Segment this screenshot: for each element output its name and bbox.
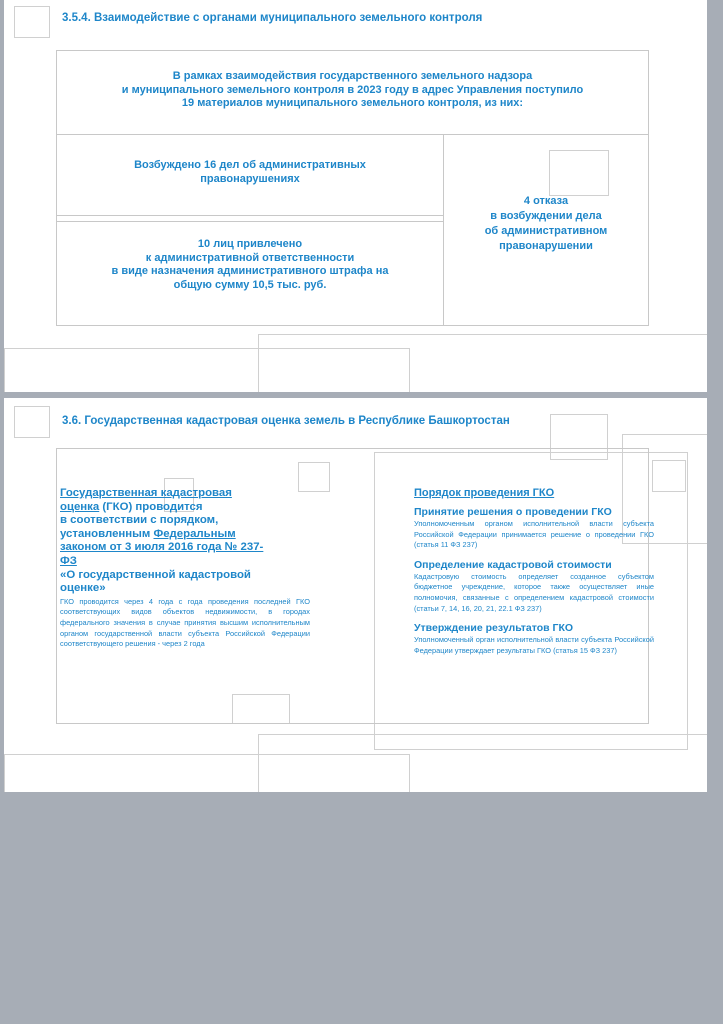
gko-definition: Государственная кадастровая оценка (ГКО) проводится в соответствии с порядком, установленным Федеральным законом от 3 июля 2016 года № 237- ФЗ «О государственной кадастровой оценке» ГКО проводится через 4 года с года проведения последней ГКО соответствующих видов объектов недвижимости, в городах федерального значения в случае принятия высшим исполнительным органом государственной власти субъекта Российской Федерации соответствующего решения - через 2 года [60, 487, 310, 649]
intro-text: В рамках взаимодействия государственного земельного надзора и муниципального земельного контроля в 2023 году в адрес Управления поступило 19 материалов муниципального земельного контроля, из них: [121, 70, 584, 109]
federal-law-link[interactable]: Федеральным [153, 527, 236, 540]
step-decision-text: Уполномоченным органом исполнительной власти субъекта Российской Федерации принимается решение о проведении ГКО (статья 11 ФЗ 237) [414, 519, 654, 550]
step-approval-title: Утверждение результатов ГКО [414, 622, 574, 635]
gko-frequency-text: ГКО проводится через 4 года с года проведения последней ГКО соответствующих видов объектов недвижимости, в городах федерального значения в случае принятия высшим исполнительным органом государственной власти субъекта Российской Федерации соответствующего решения - через 2 года [60, 596, 310, 649]
federal-law-link-line2[interactable]: законом от 3 июля 2016 года № 237- [60, 541, 264, 554]
slide-title: 3.5.4. Взаимодействие с органами муниципального земельного контроля [62, 12, 483, 24]
persons-text: 10 лиц привлечено к административной ответственности в виде назначения административного штрафа на общую сумму 10,5 тыс. руб. [111, 238, 389, 291]
step-determination-text: Кадастровую стоимость определяет созданное субъектом бюджетное учреждение, которое также осуществляет иные полномочия, связанные с определением кадастровой стоимости (статьи 7, 14, 16, 20, 21, 22.1 ФЗ 237) [414, 571, 654, 613]
gko-procedure [414, 487, 654, 656]
step-decision-title: Принятие решения о проведении ГКО [414, 506, 612, 518]
slide-municipal-control [4, 0, 707, 392]
step-approval-text: Уполномоченный орган исполнительной власти субъекта Российской Федерации утверждает результаты ГКО (статья 15 ФЗ 237) [414, 635, 654, 655]
cell-decoration [549, 150, 609, 196]
slide-title: 3.6. Государственная кадастровая оценка земель в Республике Башкортостан [62, 415, 510, 427]
corner-decoration [14, 6, 50, 38]
deco-box [4, 754, 410, 792]
bottom-decoration-2 [4, 348, 410, 392]
gko-link-line1[interactable]: Государственная кадастровая [60, 487, 232, 499]
federal-law-link-line3[interactable]: ФЗ [60, 554, 77, 567]
gko-link-line2[interactable]: оценка [60, 500, 100, 513]
corner-decoration [14, 406, 50, 438]
refusals-text: 4 отказа в возбуждении дела об административном правонарушении [484, 195, 608, 252]
step-determination-title: Определение кадастровой стоимости [414, 558, 612, 571]
procedure-heading[interactable]: Порядок проведения ГКО [414, 487, 555, 499]
slide-cadastral-valuation [4, 398, 707, 792]
cases-text: Возбуждено 16 дел об административных правонарушениях [134, 159, 366, 185]
